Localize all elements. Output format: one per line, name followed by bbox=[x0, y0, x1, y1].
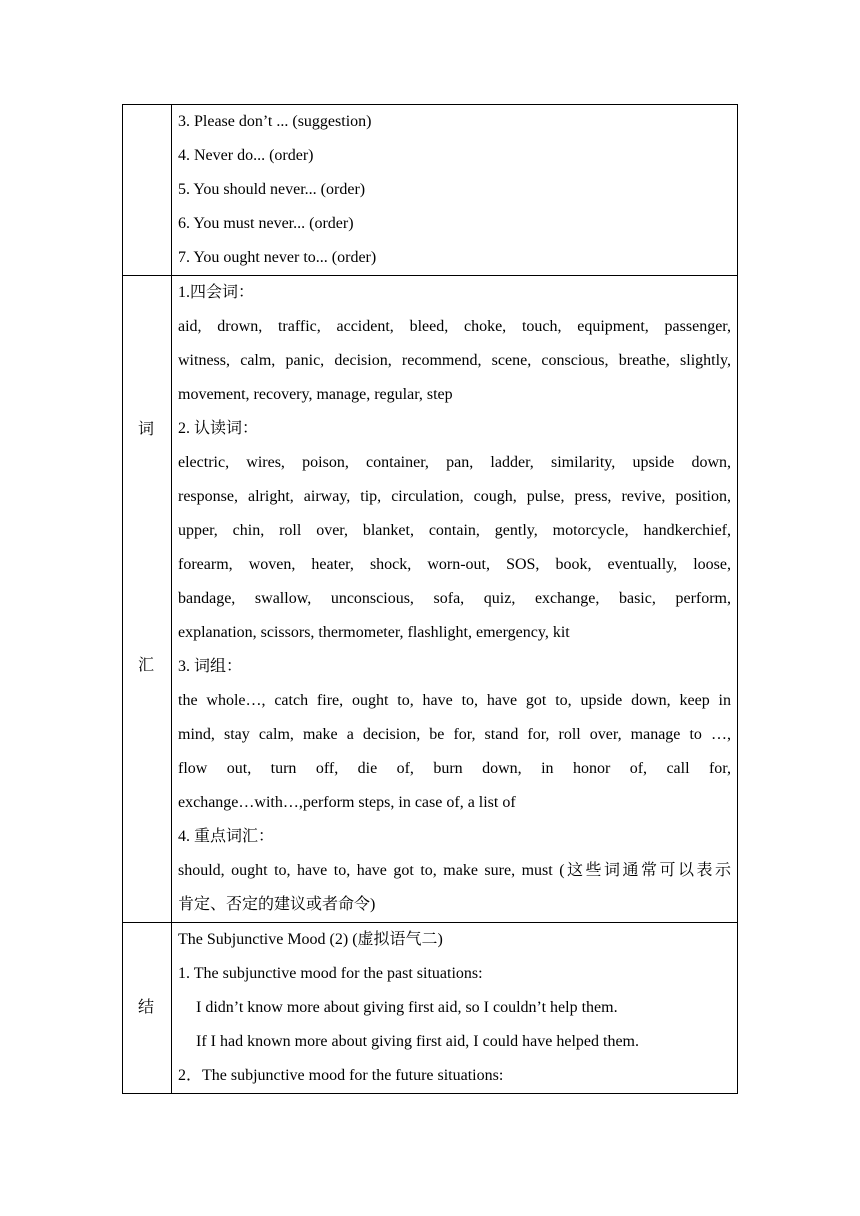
vocabulary-label-top: 词 bbox=[137, 421, 154, 438]
vocab-list-line: bandage, swallow, unconscious, sofa, quiz, exchange, basic, perform, bbox=[178, 590, 731, 607]
vocab-list-line: explanation, scissors, thermometer, flashlight, emergency, kit bbox=[178, 624, 570, 641]
vocabulary-row bbox=[123, 276, 738, 923]
grammar-row bbox=[123, 923, 738, 1094]
vocab-list-line: the whole…, catch fire, ought to, have to, have got to, upside down, keep in bbox=[178, 692, 731, 709]
vocab-list-line: exchange…with…,perform steps, in case of, a list of bbox=[178, 794, 516, 811]
grammar-label: 结 bbox=[137, 999, 154, 1016]
vocab-list-line: aid, drown, traffic, accident, bleed, choke, touch, equipment, passenger, bbox=[178, 318, 731, 335]
grammar-item: 1. The subjunctive mood for the past situations: bbox=[178, 965, 483, 982]
vocab-heading-recognition: 2. 认读词： bbox=[178, 420, 259, 437]
vocabulary-content-cell bbox=[172, 276, 738, 923]
grammar-example: I didn’t know more about giving first aid, so I couldn’t help them. bbox=[196, 999, 618, 1016]
pattern-line: 5. You should never... (order) bbox=[178, 181, 366, 198]
grammar-title: The Subjunctive Mood (2) (虚拟语气二) bbox=[178, 931, 443, 948]
patterns-content-cell bbox=[172, 105, 738, 276]
vocab-list-line: electric, wires, poison, container, pan, ladder, similarity, upside down, bbox=[178, 454, 731, 471]
vocab-list-line: flow out, turn off, die of, burn down, in honor of, call for, bbox=[178, 760, 731, 777]
vocabulary-label-cell bbox=[123, 276, 172, 923]
grammar-item: 2．The subjunctive mood for the future situations: bbox=[178, 1067, 504, 1084]
vocab-heading-four-skills: 1.四会词： bbox=[178, 284, 255, 301]
vocab-heading-key: 4. 重点词汇： bbox=[178, 828, 275, 845]
vocab-list-line: mind, stay calm, make a decision, be for, stand for, roll over, manage to …, bbox=[178, 726, 731, 743]
vocab-list-line: 肯定、否定的建议或者命令) bbox=[178, 896, 376, 913]
pattern-line: 3. Please don’t ... (suggestion) bbox=[178, 113, 372, 130]
grammar-content-cell bbox=[172, 923, 738, 1094]
pattern-line: 6. You must never... (order) bbox=[178, 215, 354, 232]
vocab-list-line: forearm, woven, heater, shock, worn-out, SOS, book, eventually, loose, bbox=[178, 556, 731, 573]
patterns-row bbox=[123, 105, 738, 276]
grammar-label-cell bbox=[123, 923, 172, 1094]
pattern-line: 7. You ought never to... (order) bbox=[178, 249, 377, 266]
grammar-example: If I had known more about giving first aid, I could have helped them. bbox=[196, 1033, 639, 1050]
vocab-list-line: movement, recovery, manage, regular, step bbox=[178, 386, 453, 403]
patterns-label-cell bbox=[123, 105, 172, 276]
vocab-list-line: witness, calm, panic, decision, recommend, scene, conscious, breathe, slightly, bbox=[178, 352, 731, 369]
pattern-line: 4. Never do... (order) bbox=[178, 147, 314, 164]
vocabulary-label-bottom: 汇 bbox=[137, 657, 154, 674]
lesson-table bbox=[122, 104, 738, 1094]
vocab-heading-phrases: 3. 词组： bbox=[178, 658, 243, 675]
vocab-list-line: response, alright, airway, tip, circulation, cough, pulse, press, revive, position, bbox=[178, 488, 731, 505]
vocab-list-line: upper, chin, roll over, blanket, contain, gently, motorcycle, handkerchief, bbox=[178, 522, 731, 539]
vocab-list-line: should, ought to, have to, have got to, make sure, must (这些词通常可以表示 bbox=[178, 862, 731, 879]
